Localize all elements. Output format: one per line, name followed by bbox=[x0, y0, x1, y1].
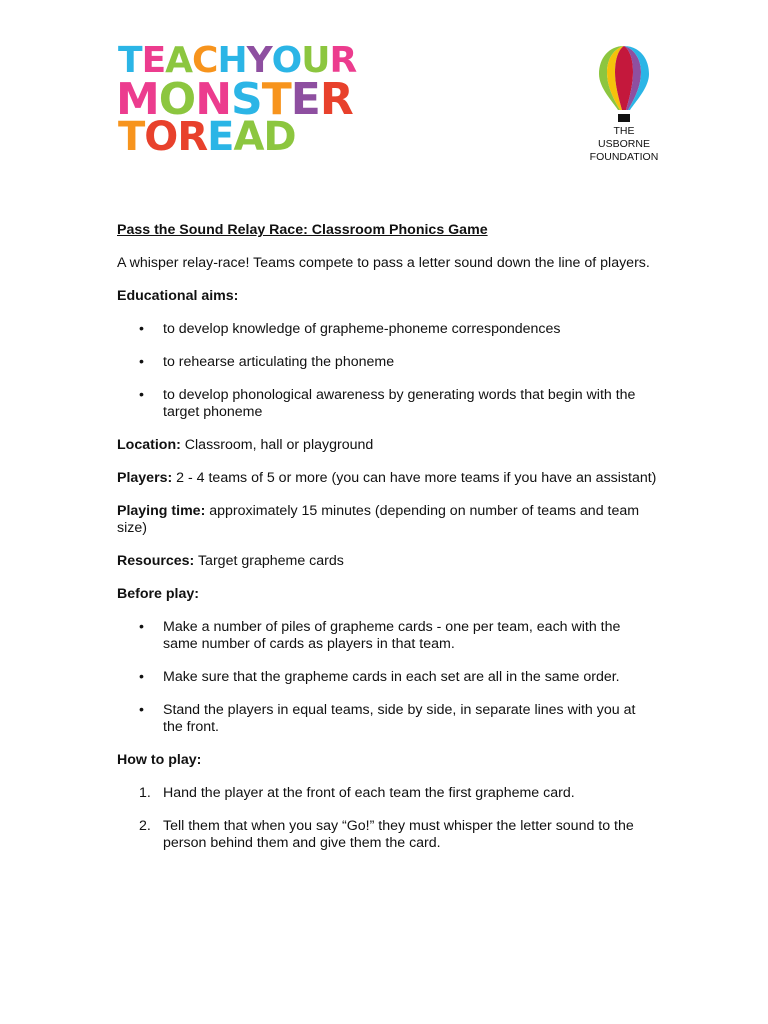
logo-line-3: TOREAD bbox=[118, 114, 296, 160]
playing-time-paragraph: Playing time: approximately 15 minutes (depending on number of teams and team size) bbox=[117, 503, 640, 536]
list-item: • to develop knowledge of grapheme-phoneme correspondences bbox=[139, 321, 561, 337]
document-title: Pass the Sound Relay Race: Classroom Phonics Game bbox=[117, 222, 488, 238]
bullet-icon: • bbox=[139, 354, 144, 370]
intro-paragraph: A whisper relay-race! Teams compete to pass a letter sound down the line of players. bbox=[117, 255, 650, 271]
players-paragraph: Players: 2 - 4 teams of 5 or more (you can have more teams if you have an assistant) bbox=[117, 470, 657, 486]
how-to-play-list bbox=[117, 785, 657, 852]
before-play-list bbox=[117, 619, 657, 736]
usborne-line-1: THE bbox=[613, 125, 635, 137]
location-paragraph: Location: Classroom, hall or playground bbox=[117, 437, 374, 453]
list-item: 1. Hand the player at the front of each team the first grapheme card. bbox=[139, 785, 575, 801]
usborne-line-2: USBORNE bbox=[598, 138, 650, 150]
aims-heading: Educational aims: bbox=[117, 288, 239, 304]
aims-list bbox=[117, 321, 657, 421]
bullet-icon: • bbox=[139, 702, 144, 718]
logo-line-1: TEACHYOUR bbox=[118, 40, 357, 81]
hot-air-balloon-icon bbox=[595, 44, 653, 124]
usborne-foundation-logo bbox=[584, 44, 664, 164]
bullet-icon: • bbox=[139, 387, 144, 403]
before-play-heading: Before play: bbox=[117, 586, 199, 602]
usborne-line-3: FOUNDATION bbox=[589, 151, 659, 163]
bullet-icon: • bbox=[139, 669, 144, 685]
bullet-icon: • bbox=[139, 619, 144, 635]
list-item: • Make sure that the grapheme cards in each set are all in the same order. bbox=[139, 669, 620, 685]
list-item: • Stand the players in equal teams, side by side, in separate lines with you at the front. bbox=[139, 702, 636, 735]
resources-paragraph: Resources: Target grapheme cards bbox=[117, 553, 344, 569]
logo-line-2: MONSTER bbox=[116, 74, 353, 125]
list-item: • Make a number of piles of grapheme cards - one per team, each with the same number of cards as players in that team. bbox=[139, 619, 621, 652]
how-to-play-heading: How to play: bbox=[117, 752, 202, 768]
document-body bbox=[117, 222, 657, 868]
list-item: • to rehearse articulating the phoneme bbox=[139, 354, 395, 370]
teach-your-monster-logo bbox=[116, 40, 357, 160]
list-item: • to develop phonological awareness by generating words that begin with the target phoneme bbox=[139, 387, 636, 420]
bullet-icon: • bbox=[139, 321, 144, 337]
list-item: 2. Tell them that when you say “Go!” they must whisper the letter sound to the person behind them and give them the card. bbox=[139, 818, 634, 851]
